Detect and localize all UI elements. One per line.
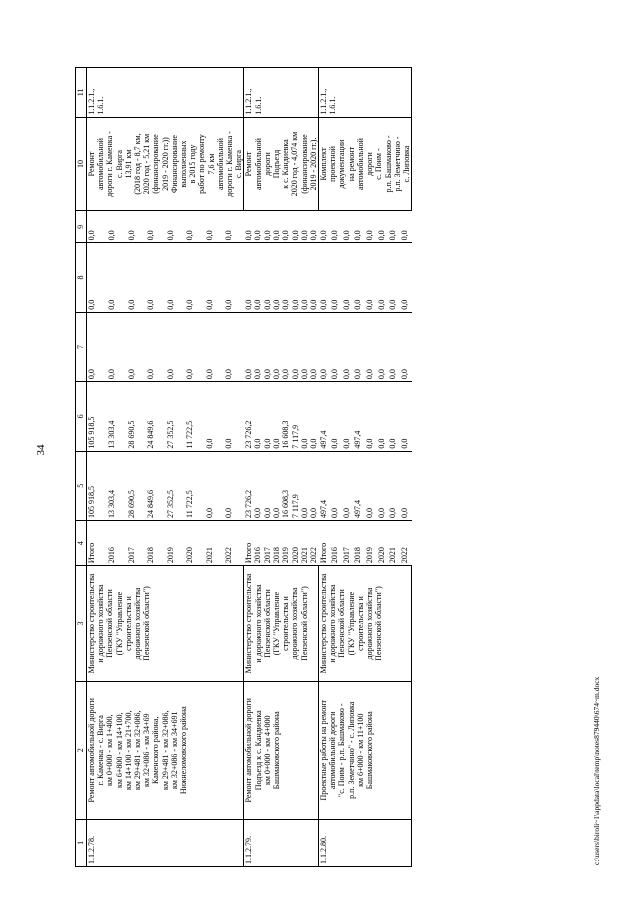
amount-cell: 27 352,5 xyxy=(166,382,186,451)
amount-cell: 13 303,4 xyxy=(107,382,127,451)
year-cell: 2016 xyxy=(330,521,342,566)
amount-cell: 0,0 xyxy=(300,451,309,520)
expected-result-cell: Комплект проектной документации на ремонт автомобильной дороги с. Поим - р.п. Башмаково - р.п. Земетчино - с. Липовка xyxy=(319,117,412,211)
item-id-cell: 1.1.2.80. xyxy=(319,819,412,866)
amount-cell: 0,0 xyxy=(166,211,186,243)
year-cell: 2021 xyxy=(205,521,225,566)
amount-cell: 0,0 xyxy=(166,243,186,312)
amount-cell: 0,0 xyxy=(291,312,300,381)
amount-cell: 0,0 xyxy=(400,312,412,381)
amount-cell: 497,4 xyxy=(319,382,331,451)
amount-cell: 0,0 xyxy=(342,382,354,451)
amount-cell: 0,0 xyxy=(377,382,389,451)
amount-cell: 16 608,3 xyxy=(281,451,290,520)
amount-cell: 0,0 xyxy=(353,312,365,381)
year-cell: 2022 xyxy=(224,521,244,566)
amount-cell: 7 117,9 xyxy=(291,451,300,520)
amount-cell: 0,0 xyxy=(224,382,244,451)
amount-cell: 0,0 xyxy=(342,312,354,381)
header-col-4: 4 xyxy=(76,521,87,566)
amount-cell: 0,0 xyxy=(330,312,342,381)
header-col-7: 7 xyxy=(76,312,87,381)
amount-cell: 0,0 xyxy=(309,243,318,312)
page-number: 34 xyxy=(35,444,47,456)
amount-cell: 27 352,5 xyxy=(166,451,186,520)
amount-cell: 497,4 xyxy=(353,451,365,520)
amount-cell: 0,0 xyxy=(388,211,400,243)
amount-cell: 0,0 xyxy=(272,243,281,312)
amount-cell: 23 726,2 xyxy=(244,382,253,451)
amount-cell: 0,0 xyxy=(319,312,331,381)
expected-result-cell: Ремонт автомобильной дороги г. Каменка - с. Вирга 13,91 км (2018 год - 8,7 км, 2020 год - 5,21 км (финансирование 2019 - 2020 гг.)) Финансирование выполненных в 2015 году работ по ремонту 7,6 км автомобильной дороги г. Каменка - с. Вирга xyxy=(87,117,244,211)
item-id-cell: 1.1.2.78. xyxy=(87,819,244,866)
amount-cell: 0,0 xyxy=(388,312,400,381)
year-cell: 2018 xyxy=(146,521,166,566)
amount-cell: 0,0 xyxy=(291,211,300,243)
amount-cell: 0,0 xyxy=(365,382,377,451)
table-row xyxy=(319,68,331,867)
amount-cell: 0,0 xyxy=(365,312,377,381)
header-col-10: 10 xyxy=(76,117,87,211)
amount-cell: 0,0 xyxy=(244,243,253,312)
item-name-cell: Ремонт автомобильной дороги Подъезд к с. Кандиевка км 0+000 - км 4+000 Башмаковского района xyxy=(244,681,319,819)
year-cell: 2019 xyxy=(365,521,377,566)
year-cell: 2021 xyxy=(300,521,309,566)
indicator-cell: 1.1.2.1., 1.6.1. xyxy=(87,68,244,118)
amount-cell: 0,0 xyxy=(244,312,253,381)
year-cell: Итого xyxy=(244,521,253,566)
amount-cell: 0,0 xyxy=(107,312,127,381)
amount-cell: 0,0 xyxy=(400,382,412,451)
amount-cell: 0,0 xyxy=(330,211,342,243)
table-body xyxy=(87,68,412,867)
amount-cell: 0,0 xyxy=(185,243,205,312)
amount-cell: 0,0 xyxy=(319,211,331,243)
amount-cell: 0,0 xyxy=(272,211,281,243)
amount-cell: 0,0 xyxy=(205,382,225,451)
amount-cell: 0,0 xyxy=(253,382,262,451)
amount-cell: 0,0 xyxy=(353,211,365,243)
year-cell: 2017 xyxy=(263,521,272,566)
amount-cell: 0,0 xyxy=(107,243,127,312)
amount-cell: 0,0 xyxy=(377,211,389,243)
amount-cell: 0,0 xyxy=(253,312,262,381)
header-col-2: 2 xyxy=(76,681,87,819)
amount-cell: 0,0 xyxy=(291,243,300,312)
amount-cell: 0,0 xyxy=(365,451,377,520)
amount-cell: 0,0 xyxy=(253,451,262,520)
amount-cell: 0,0 xyxy=(377,243,389,312)
amount-cell: 0,0 xyxy=(353,243,365,312)
program-table xyxy=(75,67,412,867)
amount-cell: 0,0 xyxy=(400,451,412,520)
amount-cell: 0,0 xyxy=(377,451,389,520)
amount-cell: 0,0 xyxy=(263,382,272,451)
amount-cell: 0,0 xyxy=(281,312,290,381)
year-cell: 2019 xyxy=(281,521,290,566)
amount-cell: 0,0 xyxy=(365,243,377,312)
amount-cell: 0,0 xyxy=(127,312,147,381)
executor-cell: Министерство строительства и дорожного хозяйства Пензенской области (ГКУ "Управление строительства и дорожного хозяйства Пензенской области") xyxy=(87,566,244,682)
table-row xyxy=(244,68,253,867)
amount-cell: 0,0 xyxy=(300,243,309,312)
amount-cell: 0,0 xyxy=(342,451,354,520)
amount-cell: 0,0 xyxy=(263,451,272,520)
year-cell: 2018 xyxy=(272,521,281,566)
indicator-cell: 1.1.2.1., 1.6.1. xyxy=(244,68,319,118)
year-cell: 2021 xyxy=(388,521,400,566)
amount-cell: 24 849,6 xyxy=(146,451,166,520)
item-id-cell: 1.1.2.79. xyxy=(244,819,319,866)
amount-cell: 0,0 xyxy=(127,211,147,243)
amount-cell: 0,0 xyxy=(127,243,147,312)
amount-cell: 0,0 xyxy=(330,243,342,312)
executor-cell: Министерство строительства и дорожного хозяйства Пензенской области (ГКУ "Управление строительства и дорожного хозяйства Пензенской области") xyxy=(319,566,412,682)
amount-cell: 0,0 xyxy=(300,382,309,451)
year-cell: 2017 xyxy=(127,521,147,566)
amount-cell: 0,0 xyxy=(87,312,108,381)
amount-cell: 0,0 xyxy=(272,451,281,520)
amount-cell: 0,0 xyxy=(272,312,281,381)
amount-cell: 0,0 xyxy=(263,243,272,312)
amount-cell: 28 690,5 xyxy=(127,382,147,451)
amount-cell: 0,0 xyxy=(300,211,309,243)
amount-cell: 0,0 xyxy=(205,451,225,520)
header-col-11: 11 xyxy=(76,68,87,118)
amount-cell: 11 722,5 xyxy=(185,451,205,520)
file-path-footer: c:\users\biroli~1\appdata\local\temp\notes879440\674~m.docx xyxy=(592,676,601,865)
amount-cell: 105 918,5 xyxy=(87,451,108,520)
amount-cell: 105 918,5 xyxy=(87,382,108,451)
year-cell: 2020 xyxy=(291,521,300,566)
amount-cell: 0,0 xyxy=(107,211,127,243)
amount-cell: 0,0 xyxy=(281,211,290,243)
amount-cell: 0,0 xyxy=(224,312,244,381)
amount-cell: 0,0 xyxy=(205,243,225,312)
amount-cell: 0,0 xyxy=(263,312,272,381)
amount-cell: 0,0 xyxy=(309,382,318,451)
amount-cell: 0,0 xyxy=(224,243,244,312)
executor-cell: Министерство строительства и дорожного хозяйства Пензенской области (ГКУ "Управление строительства и дорожного хозяйства Пензенской области") xyxy=(244,566,319,682)
year-cell: Итого xyxy=(319,521,331,566)
amount-cell: 0,0 xyxy=(205,312,225,381)
amount-cell: 0,0 xyxy=(309,312,318,381)
header-col-1: 1 xyxy=(76,819,87,866)
amount-cell: 0,0 xyxy=(319,243,331,312)
header-col-6: 6 xyxy=(76,382,87,451)
year-cell: 2016 xyxy=(107,521,127,566)
amount-cell: 0,0 xyxy=(400,243,412,312)
amount-cell: 0,0 xyxy=(309,451,318,520)
header-col-9: 9 xyxy=(76,211,87,243)
amount-cell: 0,0 xyxy=(166,312,186,381)
amount-cell: 0,0 xyxy=(400,211,412,243)
amount-cell: 28 690,5 xyxy=(127,451,147,520)
year-cell: 2020 xyxy=(185,521,205,566)
year-cell: Итого xyxy=(87,521,108,566)
indicator-cell: 1.1.2.1., 1.6.1. xyxy=(319,68,412,118)
amount-cell: 0,0 xyxy=(388,243,400,312)
amount-cell: 0,0 xyxy=(365,211,377,243)
year-cell: 2020 xyxy=(377,521,389,566)
amount-cell: 0,0 xyxy=(281,243,290,312)
amount-cell: 0,0 xyxy=(388,382,400,451)
amount-cell: 0,0 xyxy=(87,211,108,243)
amount-cell: 0,0 xyxy=(146,243,166,312)
amount-cell: 0,0 xyxy=(300,312,309,381)
amount-cell: 0,0 xyxy=(146,312,166,381)
amount-cell: 0,0 xyxy=(244,211,253,243)
amount-cell: 0,0 xyxy=(263,211,272,243)
amount-cell: 16 608,3 xyxy=(281,382,290,451)
expected-result-cell: Ремонт автомобильной дороги Подъезд к с. Кандиевка 2020 год - 4,074 км (финансирование 2019 - 2020 гг.). xyxy=(244,117,319,211)
header-col-8: 8 xyxy=(76,243,87,312)
table-row xyxy=(87,68,108,867)
item-name-cell: Ремонт автомобильной дороги г. Каменка - с. Вирга км 0+000 - км 1+400, км 6+800 - км 14+100, км 14+100 - км 21+700, км 29+481 - км 32+086, км 32+086 - км 34+69 Каменского района, км 29+481 - км 32+086, км 32+086 - км 34+691 Нижнеломовского района xyxy=(87,681,244,819)
amount-cell: 0,0 xyxy=(224,211,244,243)
amount-cell: 0,0 xyxy=(309,211,318,243)
header-col-5: 5 xyxy=(76,451,87,520)
amount-cell: 13 303,4 xyxy=(107,451,127,520)
amount-cell: 0,0 xyxy=(330,382,342,451)
amount-cell: 7 117,9 xyxy=(291,382,300,451)
amount-cell: 0,0 xyxy=(146,211,166,243)
amount-cell: 0,0 xyxy=(253,243,262,312)
amount-cell: 23 726,2 xyxy=(244,451,253,520)
amount-cell: 0,0 xyxy=(342,243,354,312)
amount-cell: 0,0 xyxy=(342,211,354,243)
amount-cell: 0,0 xyxy=(185,211,205,243)
amount-cell: 497,4 xyxy=(319,451,331,520)
amount-cell: 0,0 xyxy=(205,211,225,243)
amount-cell: 0,0 xyxy=(330,451,342,520)
item-name-cell: Проектные работы на ремонт автомобильной дороги "с. Поим - р.п. Башмаково - р.п. Земетчино" - с. Липовка км 6+000 - км 11+100 Башмаковского района xyxy=(319,681,412,819)
amount-cell: 0,0 xyxy=(388,451,400,520)
amount-cell: 0,0 xyxy=(87,243,108,312)
year-cell: 2022 xyxy=(309,521,318,566)
year-cell: 2019 xyxy=(166,521,186,566)
amount-cell: 0,0 xyxy=(272,382,281,451)
amount-cell: 0,0 xyxy=(253,211,262,243)
amount-cell: 0,0 xyxy=(377,312,389,381)
header-row xyxy=(76,68,87,867)
amount-cell: 0,0 xyxy=(224,451,244,520)
amount-cell: 11 722,5 xyxy=(185,382,205,451)
year-cell: 2018 xyxy=(353,521,365,566)
year-cell: 2022 xyxy=(400,521,412,566)
amount-cell: 0,0 xyxy=(185,312,205,381)
amount-cell: 497,4 xyxy=(353,382,365,451)
year-cell: 2016 xyxy=(253,521,262,566)
amount-cell: 24 849,6 xyxy=(146,382,166,451)
year-cell: 2017 xyxy=(342,521,354,566)
header-col-3: 3 xyxy=(76,566,87,682)
